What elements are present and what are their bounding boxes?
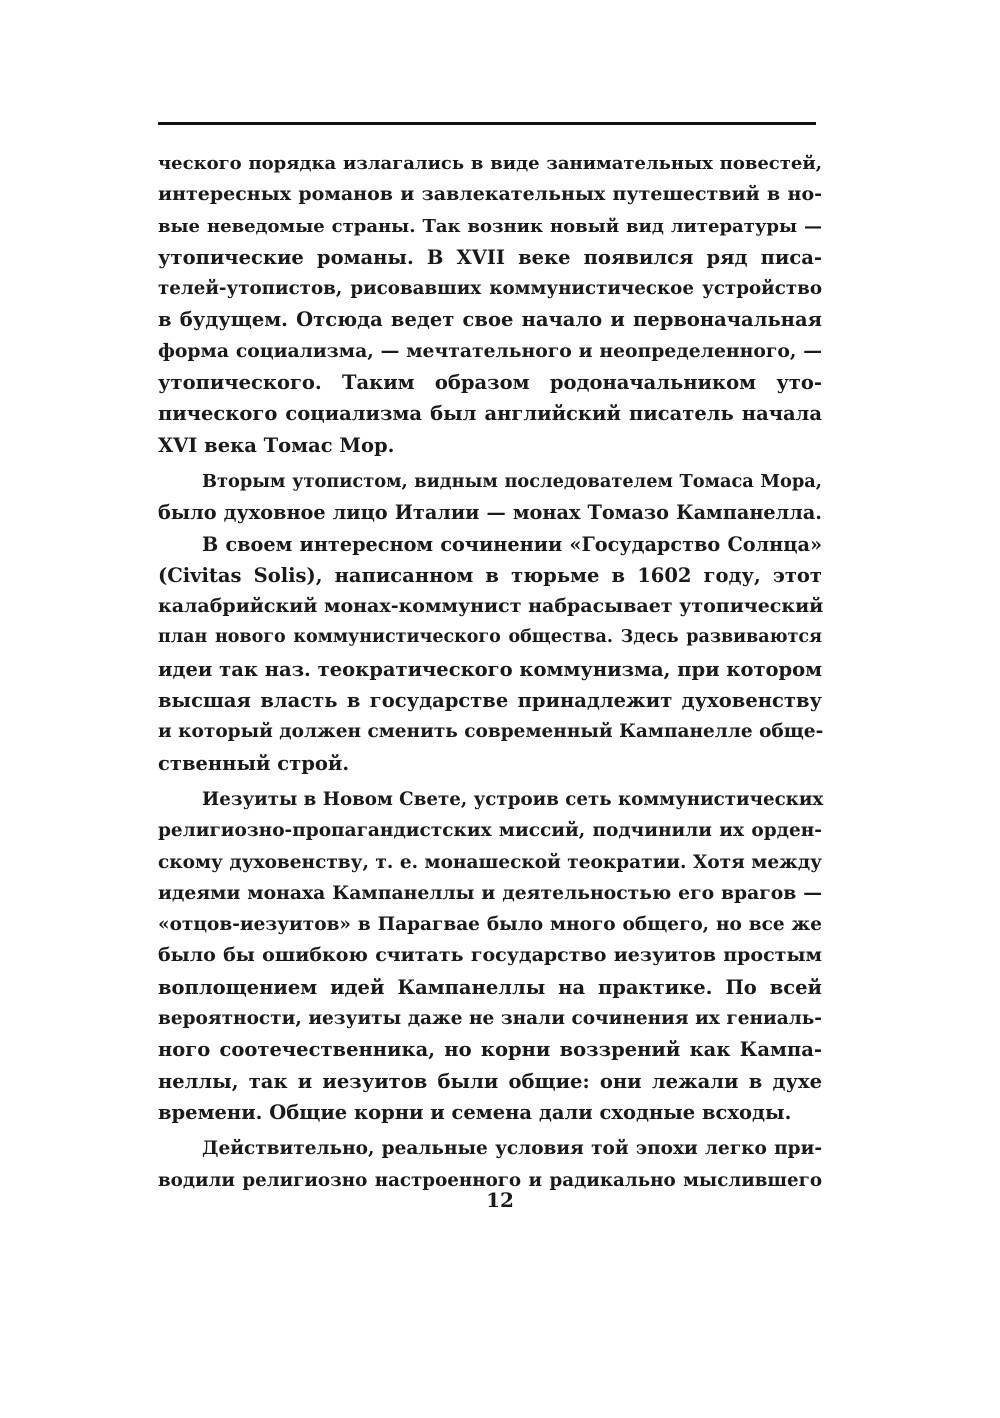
- text-line: утопические романы. В XVII веке появился ряд писа-: [158, 245, 822, 269]
- text-line: в будущем. Отсюда ведет свое начало и первоначальная: [158, 308, 822, 332]
- text-line: Вторым утопистом, видным последователем Томаса Мора,: [202, 470, 822, 492]
- text-line: неллы, так и иезуитов были общие: они лежали в духе: [158, 1069, 822, 1093]
- header-rule: [158, 122, 816, 125]
- paragraph-2: [158, 466, 822, 529]
- text-line: религиозно-пропагандистских миссий, подчинили их орден-: [158, 820, 822, 842]
- text-line: форма социализма, — мечтательного и неопределенного, —: [158, 339, 822, 362]
- text-line: времени. Общие корни и семена дали сходные всходы.: [158, 1100, 792, 1124]
- text-line: калабрийский монах-коммунист набрасывает утопический: [158, 595, 824, 618]
- text-line: пического социализма был английский писатель начала: [158, 402, 822, 426]
- text-line: идеями монаха Кампанеллы и деятельностью его врагов —: [158, 881, 822, 904]
- text-line: воплощением идей Кампанеллы на практике. По всей: [158, 975, 822, 999]
- text-line: идеи так наз. теократического коммунизма, при котором: [158, 657, 823, 681]
- text-line: вероятности, иезуиты даже не знали сочинения их гениаль-: [158, 1008, 822, 1030]
- text-line: скому духовенству, т. е. монашеской теократии. Хотя между: [158, 851, 822, 873]
- text-line: «отцов-иезуитов» в Парагвае было много общего, но все же: [158, 914, 822, 936]
- text-line: и который должен сменить современный Кампанелле обще-: [158, 721, 824, 743]
- text-line: высшая власть в государстве принадлежит духовенству: [158, 689, 822, 713]
- text-line: водили религиозно настроенного и радикально мыслившего: [158, 1169, 822, 1191]
- page-number: 12: [486, 1188, 514, 1212]
- text-line: было бы ошибкою считать государство иезуитов простым: [158, 944, 822, 967]
- text-line: ческого порядка излагались в виде занимательных повестей,: [158, 153, 822, 174]
- paragraph-1: [158, 148, 822, 461]
- body-text: [158, 148, 822, 1196]
- text-line: Действительно, реальные условия той эпохи легко при-: [202, 1138, 822, 1160]
- text-line: интересных романов и завлекательных путешествий в но-: [158, 183, 822, 206]
- text-line: ственный строй.: [158, 751, 350, 775]
- paragraph-3: [158, 529, 822, 779]
- text-line: ного соотечественника, но корни воззрений как Кампа-: [158, 1038, 822, 1062]
- paragraph-5: [158, 1133, 822, 1196]
- text-line: утопического. Таким образом родоначальником уто-: [158, 371, 822, 395]
- text-line: В своем интересном сочинении «Государство Солнца»: [202, 532, 822, 556]
- paragraph-4: [158, 784, 822, 1128]
- text-line: XVI века Томас Мор.: [158, 433, 395, 457]
- text-line: (Civitas Solis), написанном в тюрьме в 1602 году, этот: [158, 563, 822, 587]
- text-line: вые неведомые страны. Так возник новый вид литературы —: [158, 215, 822, 237]
- text-line: план нового коммунистического общества. Здесь развиваются: [158, 627, 822, 648]
- text-line: телей-утопистов, рисовавших коммунистическое устройство: [158, 278, 822, 300]
- text-line: было духовное лицо Италии — монах Томазо Кампанелла.: [158, 501, 822, 525]
- text-line: Иезуиты в Новом Свете, устроив сеть коммунистических: [202, 788, 824, 810]
